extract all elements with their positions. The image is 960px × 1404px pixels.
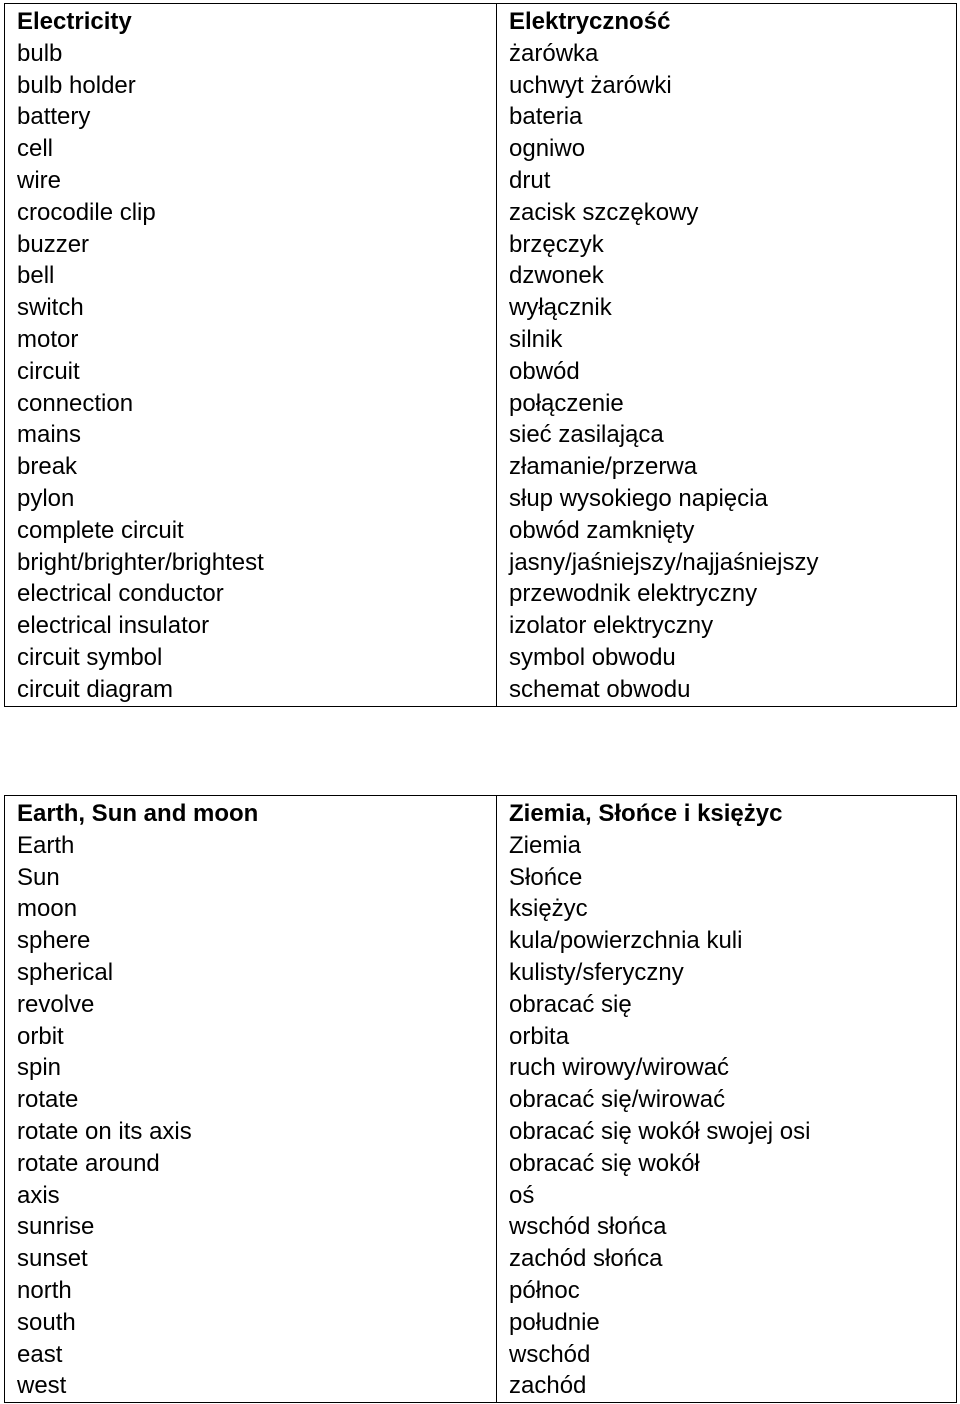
vocabulary-term: jasny/jaśniejszy/najjaśniejszy <box>509 548 819 576</box>
vocabulary-term: obracać się wokół swojej osi <box>509 1117 811 1145</box>
vocabulary-term: west <box>17 1372 67 1400</box>
vocabulary-term: północ <box>509 1276 580 1304</box>
vocabulary-term: sunset <box>17 1245 88 1273</box>
vocabulary-term: uchwyt żarówki <box>509 71 672 99</box>
vocabulary-term: ogniwo <box>509 135 586 163</box>
vocabulary-term: ruch wirowy/wirować <box>509 1054 730 1082</box>
vocabulary-term: izolator elektryczny <box>509 612 714 640</box>
vocabulary-term: symbol obwodu <box>509 643 676 671</box>
vocabulary-term: revolve <box>17 990 95 1018</box>
vocabulary-term: electrical insulator <box>17 612 210 640</box>
vocabulary-term: obracać się wokół <box>509 1149 700 1177</box>
vocabulary-term: crocodile clip <box>17 198 156 226</box>
vocabulary-term: wyłącznik <box>509 294 612 322</box>
vocabulary-term: complete circuit <box>17 516 184 544</box>
vocabulary-term: spherical <box>17 958 114 986</box>
vocabulary-term: wschód słońca <box>509 1213 667 1241</box>
vocabulary-term: sphere <box>17 927 91 955</box>
vocabulary-term: bell <box>17 262 55 290</box>
vocabulary-term: buzzer <box>17 230 90 258</box>
vocabulary-term: south <box>17 1308 76 1336</box>
vocabulary-term: rotate <box>17 1086 79 1114</box>
vocabulary-term: rotate around <box>17 1149 160 1177</box>
vocabulary-term: dzwonek <box>509 262 604 290</box>
vocabulary-term: circuit diagram <box>17 675 174 703</box>
vocabulary-term: złamanie/przerwa <box>509 453 698 481</box>
vocabulary-term: oś <box>509 1181 535 1209</box>
vocabulary-term: połączenie <box>509 389 624 417</box>
vocabulary-term: schemat obwodu <box>509 675 691 703</box>
vocabulary-term: bulb <box>17 39 63 67</box>
section-heading: Electricity <box>17 8 132 35</box>
vocabulary-term: moon <box>17 895 78 923</box>
vocabulary-term: słup wysokiego napięcia <box>509 484 768 512</box>
vocabulary-term: bulb holder <box>17 71 136 99</box>
section-heading: Earth, Sun and moon <box>17 800 259 827</box>
electricity-vocabulary-table <box>4 3 957 707</box>
vocabulary-term: cell <box>17 135 54 163</box>
vocabulary-term: południe <box>509 1308 600 1336</box>
vocabulary-term: sieć zasilająca <box>509 421 664 449</box>
vocabulary-term: żarówka <box>509 39 599 67</box>
vocabulary-term: Ziemia <box>509 831 582 859</box>
section-heading: Elektryczność <box>509 8 671 35</box>
vocabulary-term: kulisty/sferyczny <box>509 958 684 986</box>
vocabulary-term: north <box>17 1276 72 1304</box>
vocabulary-term: pylon <box>17 484 75 512</box>
vocabulary-term: bright/brighter/brightest <box>17 548 264 576</box>
section-heading: Ziemia, Słońce i księżyc <box>509 800 783 827</box>
vocabulary-term: connection <box>17 389 134 417</box>
polish-column <box>497 796 957 1403</box>
vocabulary-term: circuit symbol <box>17 643 163 671</box>
vocabulary-term: obwód zamknięty <box>509 516 695 544</box>
vocabulary-term: spin <box>17 1054 62 1082</box>
vocabulary-term: bateria <box>509 103 583 131</box>
english-column <box>5 796 497 1403</box>
vocabulary-term: obwód <box>509 357 580 385</box>
vocabulary-term: switch <box>17 294 84 322</box>
vocabulary-term: zachód słońca <box>509 1245 663 1273</box>
vocabulary-term: obracać się <box>509 990 632 1018</box>
polish-column <box>497 4 957 707</box>
vocabulary-term: zachód <box>509 1372 587 1400</box>
vocabulary-term: Słońce <box>509 863 583 891</box>
vocabulary-term: axis <box>17 1181 60 1209</box>
vocabulary-term: orbita <box>509 1022 570 1050</box>
vocabulary-term: księżyc <box>509 895 588 923</box>
vocabulary-term: circuit <box>17 357 80 385</box>
vocabulary-term: break <box>17 453 78 481</box>
vocabulary-term: kula/powierzchnia kuli <box>509 927 743 955</box>
vocabulary-term: drut <box>509 166 551 194</box>
vocabulary-term: przewodnik elektryczny <box>509 580 758 608</box>
vocabulary-term: zacisk szczękowy <box>509 198 699 226</box>
vocabulary-term: Sun <box>17 863 60 891</box>
vocabulary-term: battery <box>17 103 91 131</box>
vocabulary-term: orbit <box>17 1022 64 1050</box>
vocabulary-term: sunrise <box>17 1213 95 1241</box>
vocabulary-term: obracać się/wirować <box>509 1086 726 1114</box>
vocabulary-term: rotate on its axis <box>17 1117 192 1145</box>
earth-sun-moon-vocabulary-table <box>4 795 957 1403</box>
vocabulary-term: wschód <box>509 1340 591 1368</box>
vocabulary-term: silnik <box>509 325 563 353</box>
vocabulary-term: mains <box>17 421 82 449</box>
vocabulary-term: Earth <box>17 831 75 859</box>
vocabulary-term: east <box>17 1340 63 1368</box>
vocabulary-term: electrical conductor <box>17 580 224 608</box>
vocabulary-term: wire <box>17 166 62 194</box>
english-column <box>5 4 497 707</box>
vocabulary-term: brzęczyk <box>509 230 604 258</box>
vocabulary-term: motor <box>17 325 79 353</box>
